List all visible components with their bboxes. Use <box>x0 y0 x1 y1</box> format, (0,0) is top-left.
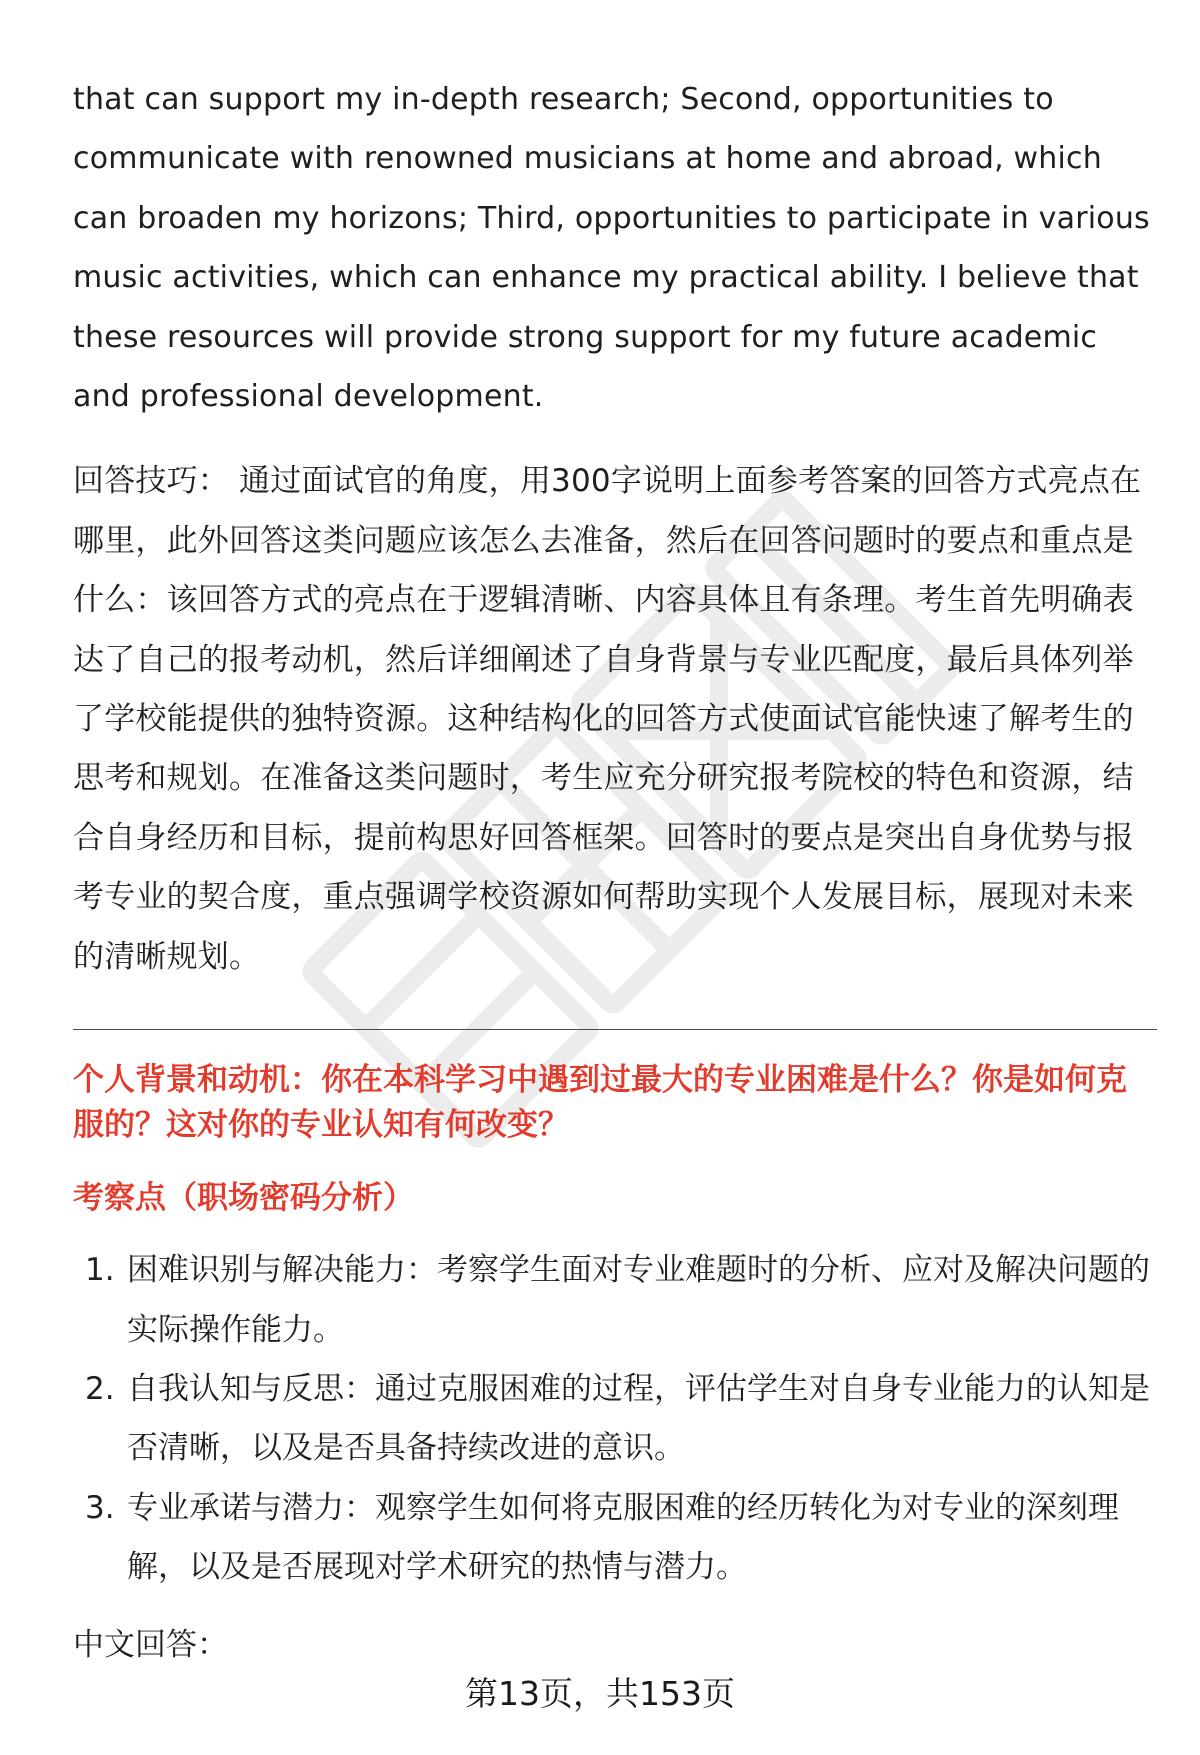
assessment-point <box>73 1479 1153 1598</box>
question-heading: 个人背景和动机：你在本科学习中遇到过最大的专业困难是什么？你是如何克服的？这对你的专业认知有何改变？ <box>73 1062 1127 1144</box>
assessment-point <box>73 1360 1153 1479</box>
point-text: 困难识别与解决能力：考察学生面对专业难题时的分析、应对及解决问题的实际操作能力。 <box>127 1252 1150 1348</box>
assessment-heading: 考察点（职场密码分析） <box>73 1180 414 1217</box>
english-answer-paragraph: that can support my in-depth research; Second, opportunities to communicate with renowned musicians at home and abroad, which can broaden my horizons; Third, opportunities to participate in various music activities, which can enhance my practical ability. I believe that these resources will provide strong support for my future academic and professional development. <box>73 82 1150 415</box>
document-page <box>73 70 1153 1675</box>
point-number: 3. <box>85 1489 115 1526</box>
page-footer: 第13页，共153页 <box>465 1674 735 1713</box>
point-text: 自我认知与反思：通过克服困难的过程，评估学生对自身专业能力的认知是否清晰，以及是否具备持续改进的意识。 <box>127 1370 1150 1467</box>
answer-tip-paragraph: 回答技巧： 通过面试官的角度，用300字说明上面参考答案的回答方式亮点在哪里，此外回答这类问题应该怎么去准备，然后在回答问题时的要点和重点是什么：该回答方式的亮点在于逻辑清晰、内容具体且有条理。考生首先明确表达了自己的报考动机，然后详细阐述了自身背景与专业匹配度，最后具体列举了学校能提供的独特资源。这种结构化的回答方式使面试官能快速了解考生的思考和规划。在准备这类问题时，考生应充分研究报考院校的特色和资源，结合自身经历和目标，提前构思好回答框架。回答时的要点是突出自身优势与报考专业的契合度，重点强调学校资源如何帮助实现个人发展目标，展现对未来的清晰规划。 <box>73 463 1142 975</box>
chinese-answer-label: 中文回答： <box>73 1626 228 1663</box>
assessment-points-list <box>73 1241 1153 1597</box>
assessment-point <box>73 1241 1153 1360</box>
point-number: 1. <box>85 1252 115 1289</box>
point-text: 专业承诺与潜力：观察学生如何将克服困难的经历转化为对专业的深刻理解，以及是否展现对学术研究的热情与潜力。 <box>127 1489 1119 1586</box>
point-number: 2. <box>85 1370 115 1407</box>
section-divider <box>73 1029 1157 1030</box>
